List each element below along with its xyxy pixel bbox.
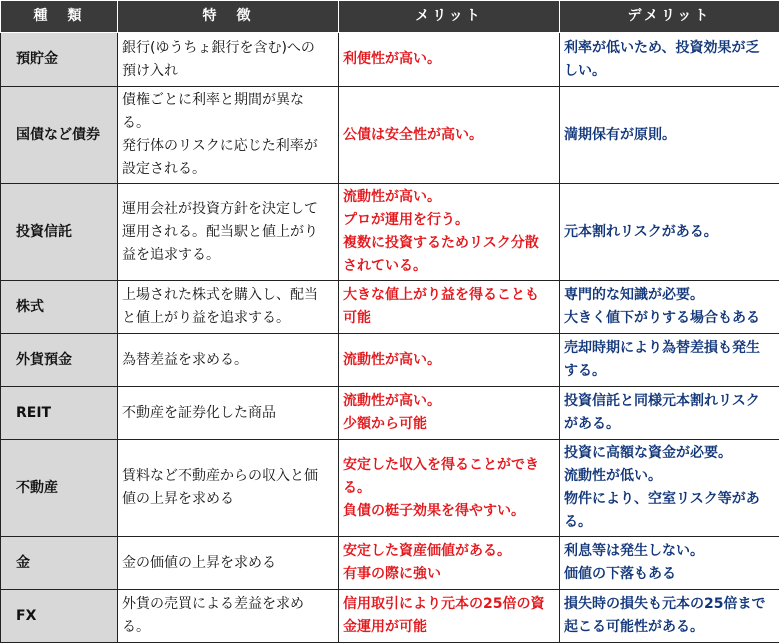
row-kind: 投資信託 xyxy=(1,184,118,281)
table-row xyxy=(1,537,779,590)
row-feature: 運用会社が投資方針を決定して 運用される。配当駅と値上がり 益を追求する。 xyxy=(118,184,339,281)
row-demerit: 投資に高額な資金が必要。 流動性が低い。 物件により、空室リスク等があ る。 xyxy=(560,440,779,537)
row-merit: 安定した収入を得ることができ る。 負債の梃子効果を得やすい。 xyxy=(339,440,560,537)
row-feature: 債権ごとに利率と期間が異な る。 発行体のリスクに応じた利率が 設定される。 xyxy=(118,87,339,184)
row-demerit: 売却時期により為替差損も発生 する。 xyxy=(560,334,779,387)
row-merit: 公債は安全性が高い。 xyxy=(339,87,560,184)
row-feature: 賃料など不動産からの収入と価 値の上昇を求める xyxy=(118,440,339,537)
table-row xyxy=(1,184,779,281)
row-merit: 流動性が高い。 プロが運用を行う。 複数に投資するためリスク分散 されている。 xyxy=(339,184,560,281)
row-demerit: 満期保有が原則。 xyxy=(560,87,779,184)
row-kind: 金 xyxy=(1,537,118,590)
row-merit: 大きな値上がり益を得ることも 可能 xyxy=(339,281,560,334)
row-demerit: 専門的な知識が必要。 大きく値下がりする場合もある xyxy=(560,281,779,334)
row-kind: REIT xyxy=(1,387,118,440)
row-merit: 安定した資産価値がある。 有事の際に強い xyxy=(339,537,560,590)
row-demerit: 元本割れリスクがある。 xyxy=(560,184,779,281)
row-demerit: 利息等は発生しない。 価値の下落もある xyxy=(560,537,779,590)
row-kind: 国債など債券 xyxy=(1,87,118,184)
header-demerit: デメリット xyxy=(560,1,779,33)
table-row xyxy=(1,334,779,387)
row-merit: 流動性が高い。 xyxy=(339,334,560,387)
row-kind: FX xyxy=(1,590,118,643)
row-demerit: 投資信託と同様元本割れリスク がある。 xyxy=(560,387,779,440)
row-merit: 流動性が高い。 少額から可能 xyxy=(339,387,560,440)
table-row xyxy=(1,440,779,537)
table-row xyxy=(1,87,779,184)
row-feature: 上場された株式を購入し、配当 と値上がり益を追求する。 xyxy=(118,281,339,334)
header-kind: 種 類 xyxy=(1,1,118,33)
header-row xyxy=(1,1,779,33)
row-demerit: 利率が低いため、投資効果が乏 しい。 xyxy=(560,33,779,87)
row-kind: 外貨預金 xyxy=(1,334,118,387)
table-row xyxy=(1,387,779,440)
table-row xyxy=(1,281,779,334)
row-feature: 外貨の売買による差益を求め る。 xyxy=(118,590,339,643)
row-kind: 株式 xyxy=(1,281,118,334)
table-row xyxy=(1,33,779,87)
row-merit: 信用取引により元本の25倍の資 金運用が可能 xyxy=(339,590,560,643)
row-feature: 銀行(ゆうちょ銀行を含む)への 預け入れ xyxy=(118,33,339,87)
row-feature: 為替差益を求める。 xyxy=(118,334,339,387)
row-feature: 不動産を証券化した商品 xyxy=(118,387,339,440)
row-demerit: 損失時の損失も元本の25倍まで 起こる可能性がある。 xyxy=(560,590,779,643)
header-merit: メリット xyxy=(339,1,560,33)
row-merit: 利便性が高い。 xyxy=(339,33,560,87)
table-row xyxy=(1,590,779,643)
row-feature: 金の価値の上昇を求める xyxy=(118,537,339,590)
row-kind: 不動産 xyxy=(1,440,118,537)
header-feature: 特 徴 xyxy=(118,1,339,33)
row-kind: 預貯金 xyxy=(1,33,118,87)
